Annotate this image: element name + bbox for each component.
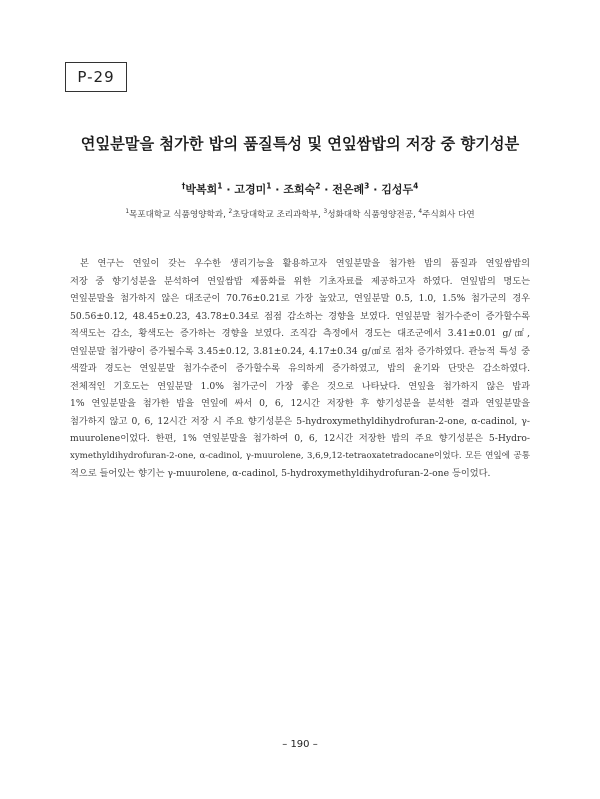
author-name: 김성두 xyxy=(381,183,414,196)
author-separator: · xyxy=(373,183,378,196)
author-affiliation-number: 1 xyxy=(266,181,272,191)
abstract-line: 전체적인 기호도는 연잎분말 1.0% 첨가군이 가장 좋은 것으로 나타났다. 연잎을 첨가하지 않은 밥과 xyxy=(70,380,530,392)
abstract-line: 연잎분말 첨가량이 증가될수록 3.45±0.12, 3.81±0.24, 4.17±0.34 g/㎠로 점차 증가하였다. 관능적 특성 중 xyxy=(70,345,530,357)
abstract-line: 적으로 들어있는 향기는 γ-muurolene, α-cadinol, 5-hydroxymethyldihydrofuran-2-one 등이었다. xyxy=(70,468,491,479)
author-affiliation-number: 4 xyxy=(413,181,419,191)
abstract-line: 1% 연잎분말을 첨가한 밥을 연잎에 싸서 0, 6, 12시간 저장한 후 향기성분을 분석한 결과 연잎분말을 xyxy=(70,398,530,409)
abstract-line: muurolene이었다. 한편, 1% 연잎분말을 첨가하여 0, 6, 12시간 저장한 밥의 주요 향기성분은 5-Hydro- xyxy=(70,433,530,444)
affiliation-text: 주식회사 다연 xyxy=(422,210,475,220)
abstract-line: 적색도는 감소, 황색도는 증가하는 경향을 보였다. 조직감 측정에서 경도는 대조군에서 3.41±0.01 g/㎠, xyxy=(70,328,530,339)
abstract-line: xymethyldihydrofuran-2-one, α-cadinol, γ-muurolene, 3,6,9,12-tetraoxatetradocane이었다. 모든 연잎에 공통 xyxy=(70,450,530,461)
abstract-line: 저장 중 향기성분을 분석하여 연잎쌈밥 제품화를 위한 기초자료를 제공하고자 하였다. 연잎밥의 명도는 xyxy=(70,275,530,287)
paper-id: P-29 xyxy=(77,68,115,86)
author-affiliation-number: 1 xyxy=(217,181,223,191)
author-separator: · xyxy=(275,183,280,196)
author-affiliation-number: 2 xyxy=(315,181,321,191)
affiliation-list xyxy=(0,208,600,220)
author-affiliation-number: 3 xyxy=(364,181,370,191)
abstract-line: 연잎분말을 첨가하지 않은 대조군이 70.76±0.21로 가장 높았고, 연잎분말 0.5, 1.0, 1.5% 첨가군의 경우 xyxy=(70,293,530,304)
author-name: 박복희 xyxy=(185,183,218,196)
paper-id-box xyxy=(65,62,127,92)
abstract-line: 본 연구는 연잎이 갖는 우수한 생리기능을 활용하고자 연잎분말을 첨가한 밥의 품질과 연잎쌈밥의 xyxy=(80,258,530,269)
abstract-line: 첨가하지 않고 0, 6, 12시간 저장 시 주요 향기성분은 5-hydroxymethyldihydrofuran-2-one, α-cadinol, γ- xyxy=(70,415,530,427)
paper-title: 연잎분말을 첨가한 밥의 품질특성 및 연잎쌈밥의 저장 중 향기성분 xyxy=(80,135,520,153)
author-name: 조희숙 xyxy=(283,183,316,196)
author-list xyxy=(0,181,600,197)
affiliation-number: 2 xyxy=(228,209,233,216)
affiliation-number: 3 xyxy=(323,209,328,216)
author-separator: · xyxy=(226,183,231,196)
author-separator: · xyxy=(324,183,329,196)
affiliation-number: 1 xyxy=(125,209,130,216)
author-name: 전은례 xyxy=(332,183,365,196)
corresponding-mark: † xyxy=(181,181,186,191)
affiliation-text: 초당대학교 조리과학부, xyxy=(232,210,324,220)
author-name: 고경미 xyxy=(234,183,267,196)
abstract-line: 색깔과 경도는 연잎분말 첨가수준이 증가할수록 유의하게 증가하였고, 밥의 윤기와 단맛은 감소하였다. xyxy=(70,363,530,374)
abstract xyxy=(70,255,530,483)
page-number: – 190 – xyxy=(282,739,318,750)
affiliation-number: 4 xyxy=(418,209,423,216)
affiliation-text: 목포대학교 식품영양학과, xyxy=(129,210,229,220)
abstract-line: 50.56±0.12, 48.45±0.23, 43.78±0.34로 점점 감소하는 경향을 보였다. 연잎분말 첨가수준이 증가할수록 xyxy=(70,310,530,322)
affiliation-text: 성화대학 식품영양전공, xyxy=(327,210,419,220)
